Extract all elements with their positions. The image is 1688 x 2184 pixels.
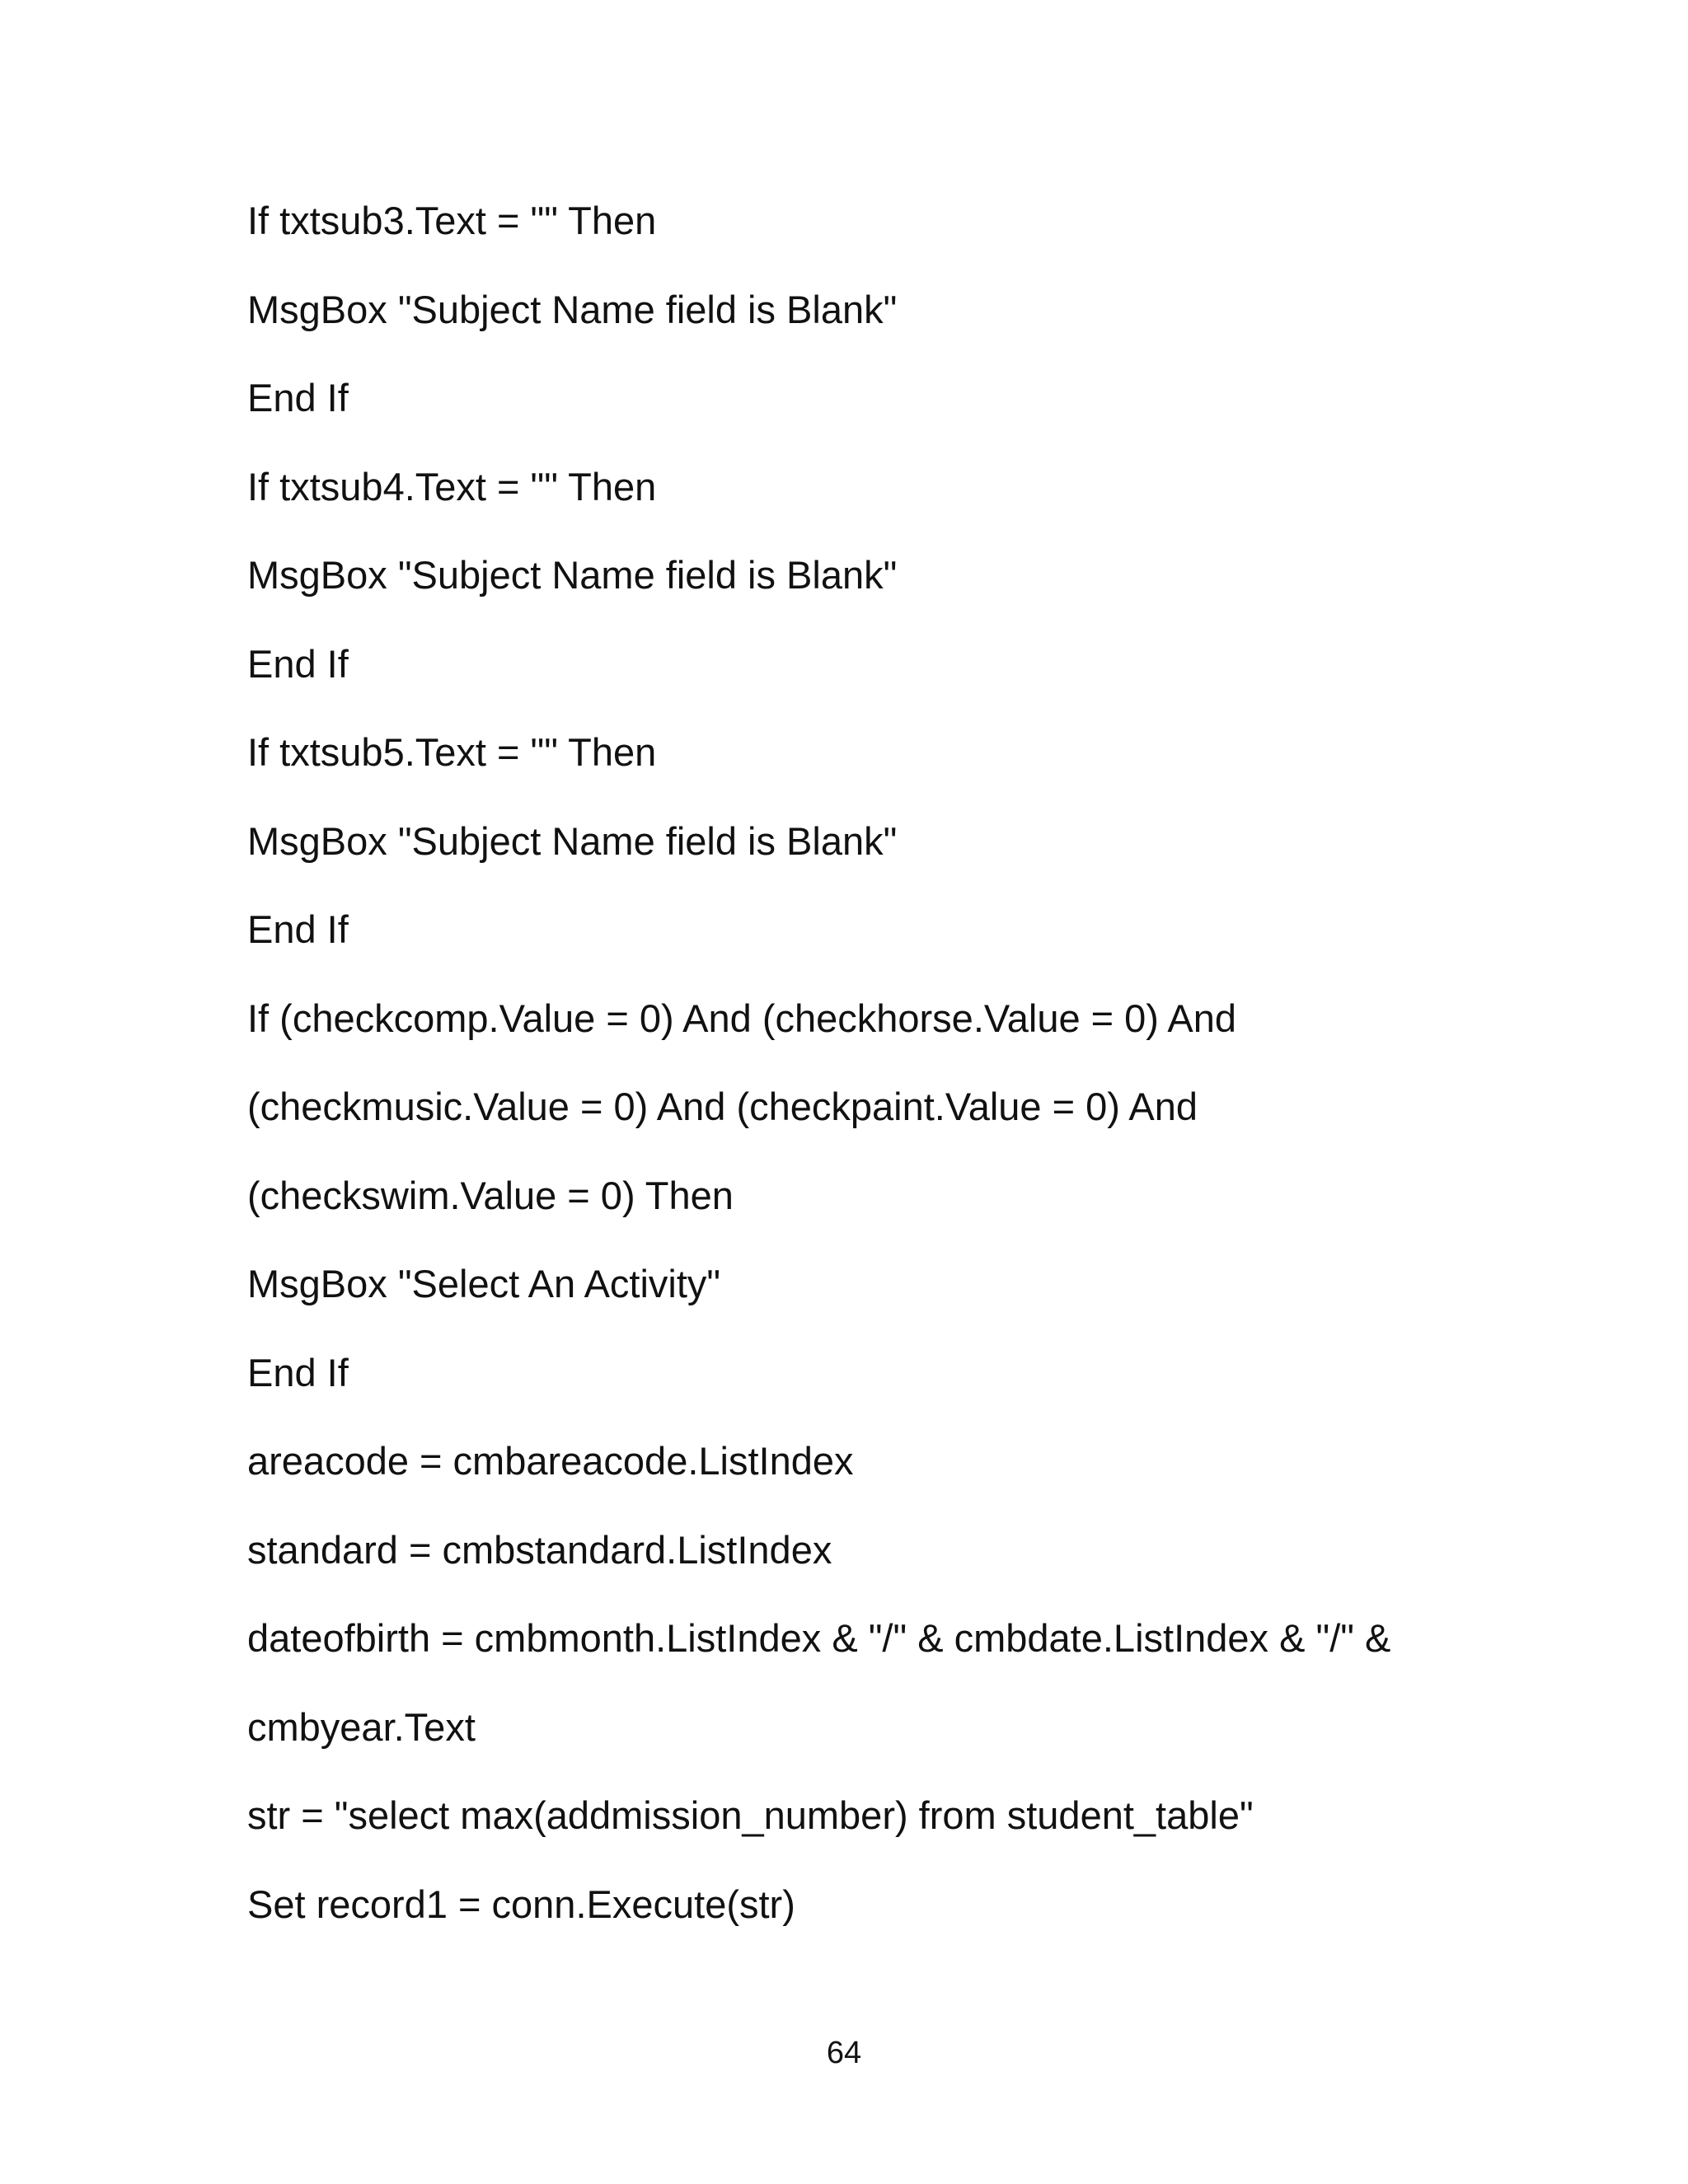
code-block: [247, 176, 1607, 1948]
code-line: (checkmusic.Value = 0) And (checkpaint.Value = 0) And: [247, 1085, 1198, 1128]
code-line: MsgBox "Subject Name field is Blank": [247, 287, 898, 331]
code-line: str = "select max(addmission_number) from student_table": [247, 1793, 1254, 1837]
code-line: End If: [247, 907, 349, 951]
code-line: areacode = cmbareacode.ListIndex: [247, 1439, 854, 1483]
code-line: MsgBox "Select An Activity": [247, 1262, 721, 1305]
code-line: (checkswim.Value = 0) Then: [247, 1173, 734, 1217]
code-line: MsgBox "Subject Name field is Blank": [247, 553, 898, 597]
code-line: standard = cmbstandard.ListIndex: [247, 1527, 832, 1572]
code-line: cmbyear.Text: [247, 1704, 476, 1749]
code-line: If (checkcomp.Value = 0) And (checkhorse.Value = 0) And: [247, 996, 1237, 1040]
code-line: If txtsub4.Text = "" Then: [247, 464, 657, 509]
code-line: dateofbirth = cmbmonth.ListIndex & "/" & cmbdate.ListIndex & "/" &: [247, 1616, 1391, 1660]
code-line: End If: [247, 1350, 349, 1394]
code-line: If txtsub5.Text = "" Then: [247, 730, 657, 774]
code-line: If txtsub3.Text = "" Then: [247, 199, 657, 242]
code-line: Set record1 = conn.Execute(str): [247, 1882, 795, 1926]
page-number: 64: [826, 2036, 862, 2070]
code-line: End If: [247, 641, 349, 686]
code-line: MsgBox "Subject Name field is Blank": [247, 818, 898, 863]
code-line: End If: [247, 376, 349, 419]
